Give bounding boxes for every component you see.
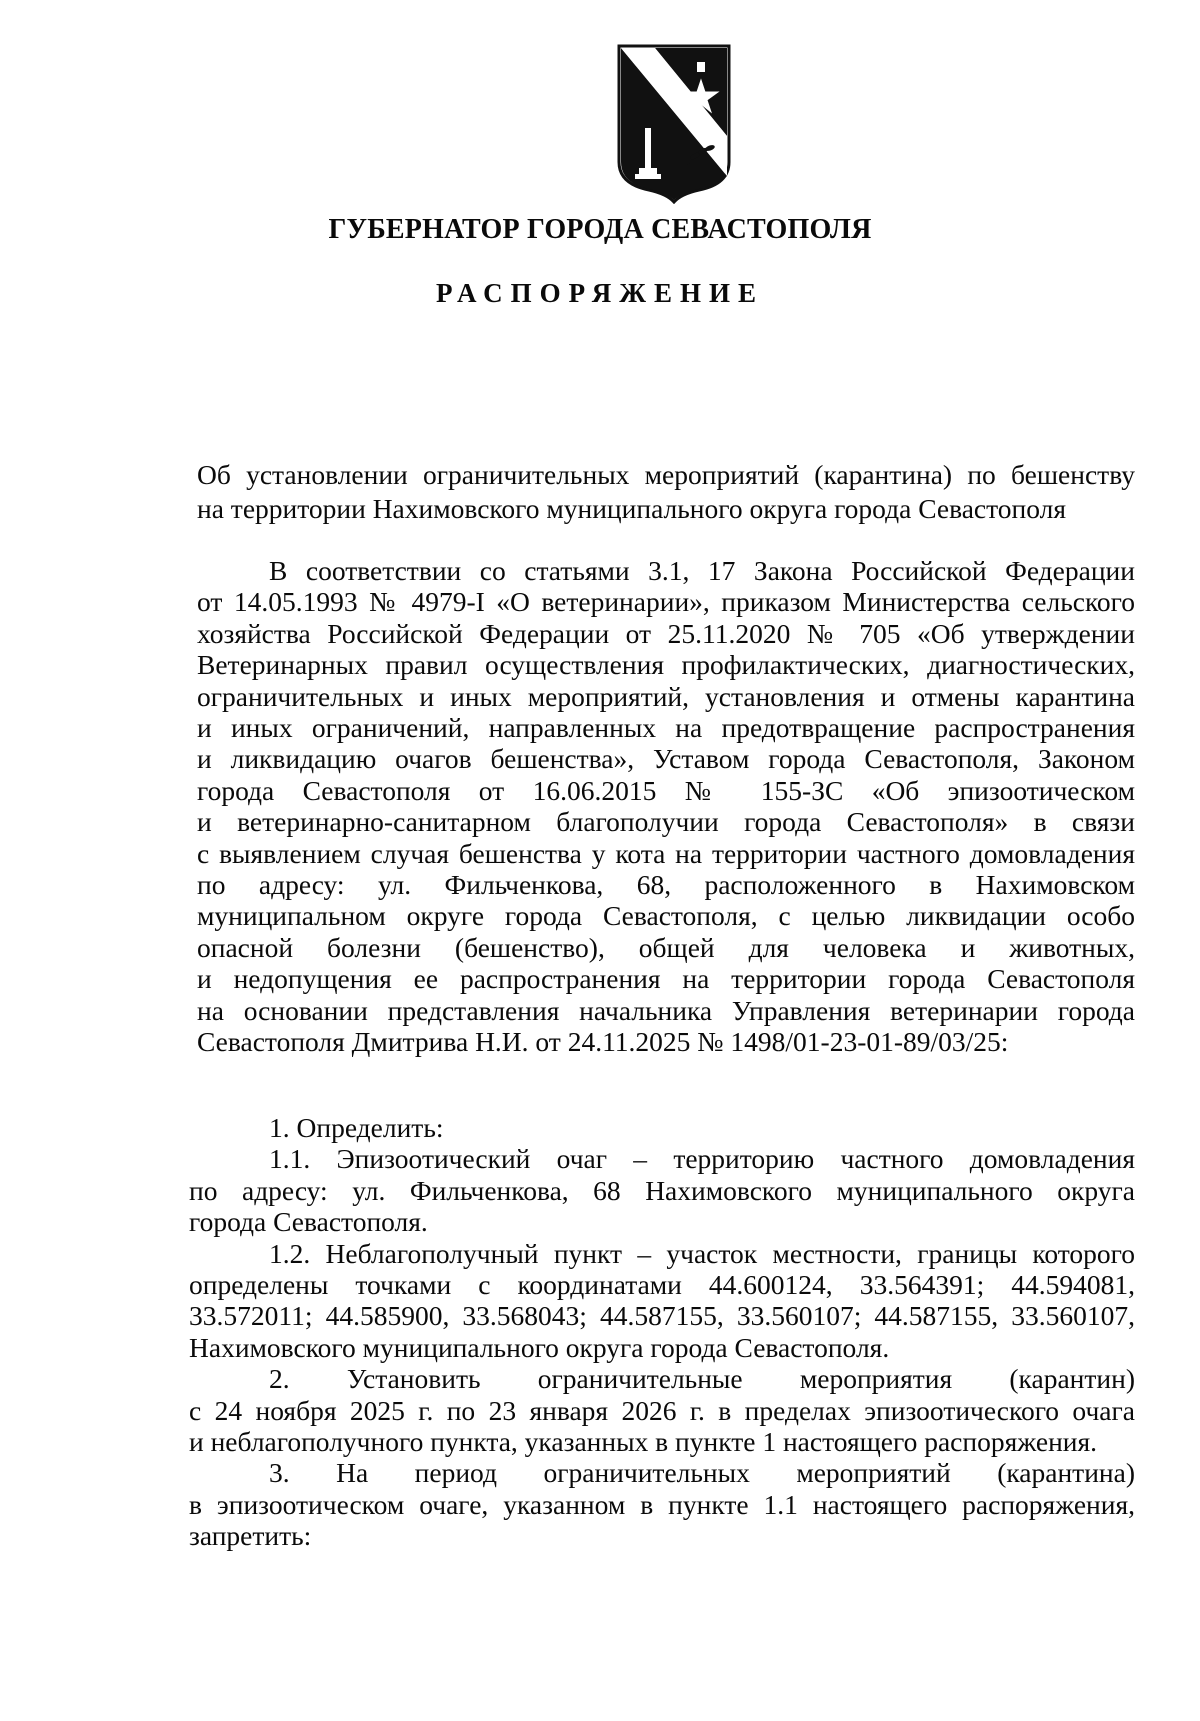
item-1-2-line: Нахимовского муниципального округа города Севастополя.	[189, 1331, 890, 1363]
preamble-line: и иных ограничений, направленных на предотвращение распространения	[197, 712, 1135, 744]
item-1-2-line: 33.572011; 44.585900, 33.568043; 44.587155, 33.560107; 44.587155, 33.560107,	[189, 1300, 1135, 1332]
subject-line: Об установлении ограничительных мероприятий (карантина) по бешенству	[197, 459, 1135, 490]
subject-line: на территории Нахимовского муниципального округа города Севастополя	[197, 493, 1067, 524]
document-type: РАСПОРЯЖЕНИЕ	[435, 278, 765, 308]
preamble-line: ограничительных и иных мероприятий, установления и отмены карантина	[197, 680, 1135, 712]
item-1-1-line: по адресу: ул. Фильченкова, 68 Нахимовского муниципального округа	[189, 1174, 1135, 1206]
item-2-line: с 24 ноября 2025 г. по 23 января 2026 г. в пределах эпизоотического очага	[189, 1394, 1135, 1426]
document-subject	[197, 458, 1135, 526]
order-items	[189, 1112, 1135, 1552]
item-2-line: 2. Установить ограничительные мероприятия (карантин)	[269, 1363, 1135, 1395]
item-1-1-line: города Севастополя.	[189, 1206, 428, 1238]
preamble	[197, 555, 1135, 1058]
sevastopol-coat-of-arms-icon	[615, 44, 733, 204]
preamble-line: опасной болезни (бешенство), общей для человека и животных,	[197, 931, 1135, 963]
issuing-authority: ГУБЕРНАТОР ГОРОДА СЕВАСТОПОЛЯ	[328, 214, 872, 245]
item-2-line: и неблагополучного пункта, указанных в пункте 1 настоящего распоряжения.	[189, 1426, 1098, 1458]
item-1-1-line: 1.1. Эпизоотический очаг – территорию частного домовладения	[269, 1143, 1135, 1175]
item-1-heading: 1. Определить:	[269, 1112, 444, 1143]
item-1-2-line: 1.2. Неблагополучный пункт – участок местности, границы которого	[269, 1237, 1135, 1269]
preamble-line: и ветеринарно-санитарном благополучии города Севастополя» в связи	[197, 806, 1135, 838]
preamble-line: хозяйства Российской Федерации от 25.11.2020 № 705 «Об утверждении	[197, 617, 1135, 649]
item-1-2-line: определены точками с координатами 44.600124, 33.564391; 44.594081,	[189, 1269, 1135, 1301]
preamble-line: и недопущения ее распространения на территории города Севастополя	[197, 963, 1135, 995]
preamble-line: от 14.05.1993 № 4979-I «О ветеринарии», приказом Министерства сельского	[197, 586, 1135, 618]
preamble-line: по адресу: ул. Фильченкова, 68, расположенного в Нахимовском	[197, 869, 1135, 901]
preamble-line: города Севастополя от 16.06.2015 № 155-ЗС «Об эпизоотическом	[197, 774, 1135, 806]
preamble-line: на основании представления начальника Управления ветеринарии города	[197, 994, 1135, 1026]
preamble-line: и ликвидацию очагов бешенства», Уставом города Севастополя, Законом	[197, 743, 1135, 775]
preamble-line: с выявлением случая бешенства у кота на территории частного домовладения	[197, 837, 1135, 869]
preamble-line: В соответствии со статьями 3.1, 17 Закона Российской Федерации	[269, 555, 1135, 586]
item-3-line: в эпизоотическом очаге, указанном в пункте 1.1 настоящего распоряжения,	[189, 1488, 1135, 1520]
preamble-line: Ветеринарных правил осуществления профилактических, диагностических,	[197, 649, 1135, 681]
item-3-line: запретить:	[189, 1520, 312, 1552]
preamble-line: муниципальном округе города Севастополя, с целью ликвидации особо	[197, 900, 1135, 932]
item-3-line: 3. На период ограничительных мероприятий (карантина)	[269, 1457, 1135, 1489]
preamble-line: Севастополя Дмитрива Н.И. от 24.11.2025 № 1498/01-23-01-89/03/25:	[197, 1026, 1009, 1058]
